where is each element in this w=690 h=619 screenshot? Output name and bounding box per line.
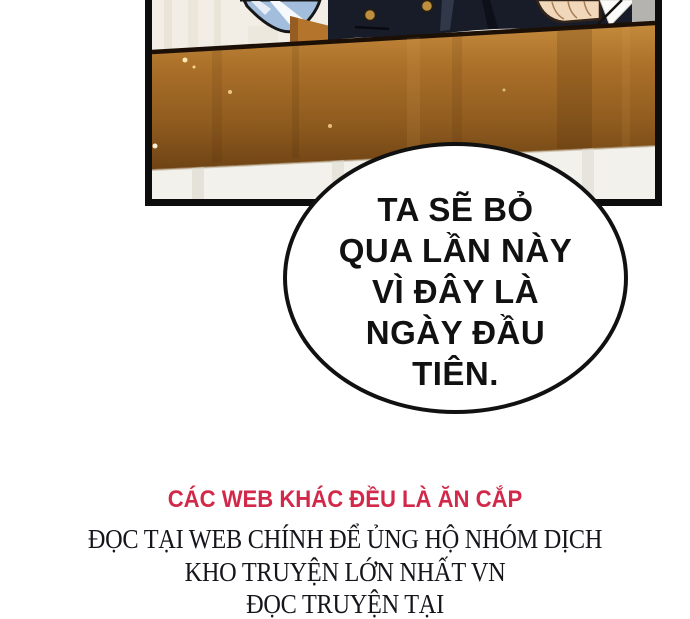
footer-support-text: ĐỌC TẠI WEB CHÍNH ĐỂ ỦNG HỘ NHÓM DỊCH <box>87 524 603 554</box>
sparkle <box>193 66 196 69</box>
footer-readat-text: ĐỌC TRUYỆN TẠI <box>246 589 444 619</box>
sparkle <box>228 90 232 94</box>
sparkle <box>183 58 188 63</box>
uniform-button <box>422 1 433 12</box>
sparkle <box>503 89 506 92</box>
speech-line: TIÊN. <box>412 354 499 392</box>
speech-line: QUA LẦN NÀY <box>338 231 573 269</box>
footer-site-text: KHO TRUYỆN LỚN NHẤT VN <box>184 557 506 587</box>
speech-line: VÌ ĐÂY LÀ <box>371 272 540 310</box>
speech-bubble <box>283 142 628 414</box>
speech-line: NGÀY ĐẦU <box>365 313 546 351</box>
speech-line: TA SẼ BỎ <box>377 190 534 228</box>
footer-warning-text: CÁC WEB KHÁC ĐỀU LÀ ĂN CẮP <box>167 486 523 513</box>
sparkle <box>328 124 332 128</box>
sparkle <box>153 144 158 149</box>
uniform-button <box>365 10 376 21</box>
